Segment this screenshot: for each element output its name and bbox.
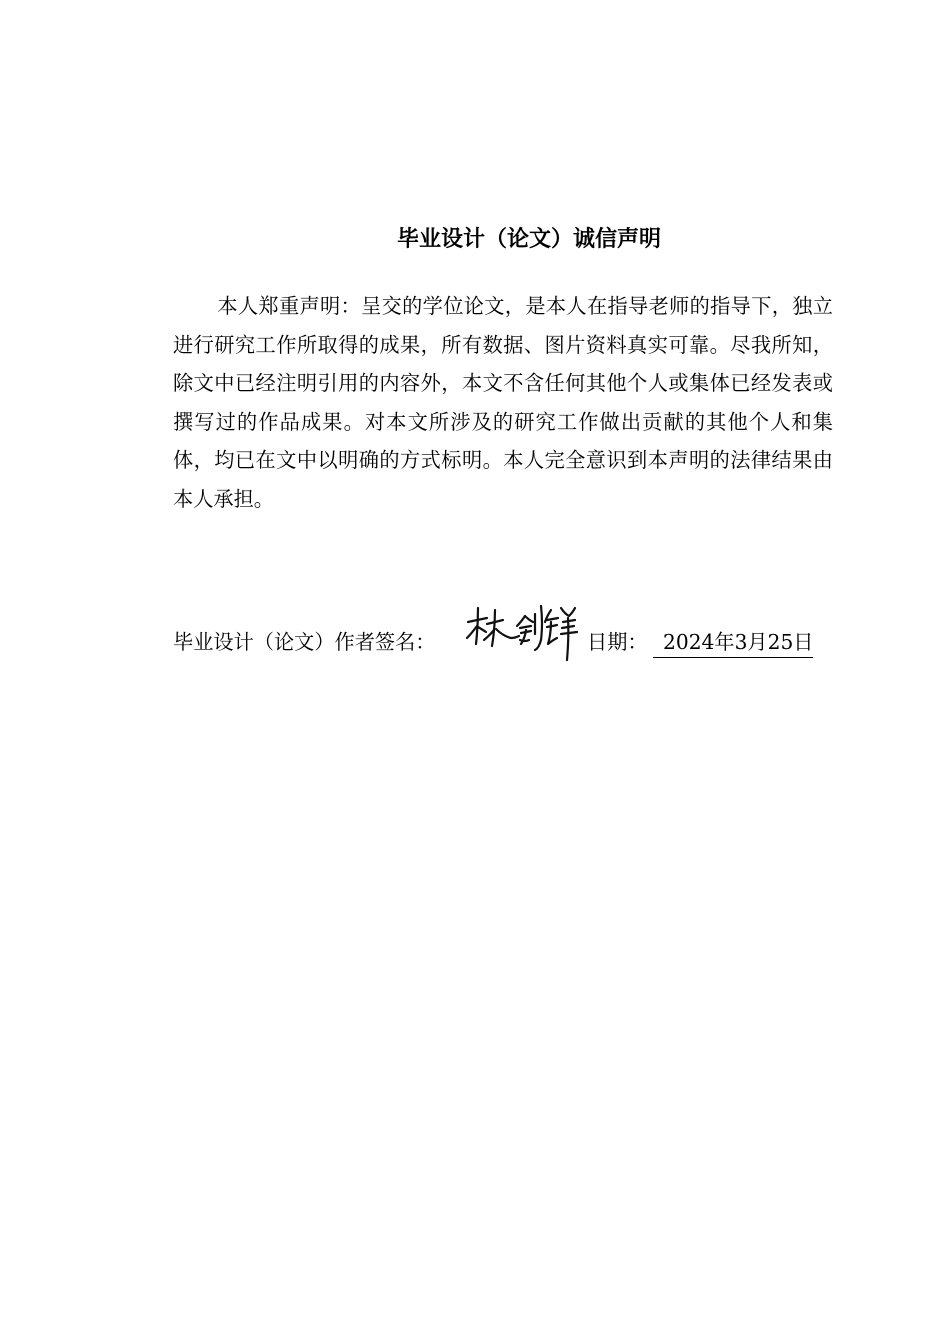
date-value: 2024年3月25日: [653, 627, 813, 658]
date-label: 日期：: [587, 630, 648, 654]
handwritten-signature: [465, 600, 580, 662]
declaration-body-text: 本人郑重声明：呈交的学位论文，是本人在指导老师的指导下，独立进行研究工作所取得的成果，所有数据、图片资料真实可靠。尽我所知，除文中已经注明引用的内容外，本文不含任何其他个人或集体已经发表或撰写过的作品成果。对本文所涉及的研究工作做出贡献的其他个人和集体，均已在文中以明确的方式标明。本人完全意识到本声明的法律结果由本人承担。: [173, 294, 833, 511]
declaration-body: [173, 287, 833, 518]
signature-label: 毕业设计（论文）作者签名：: [173, 630, 436, 654]
signature-row: [173, 600, 873, 670]
page-title: 毕业设计（论文）诚信声明: [396, 227, 661, 252]
